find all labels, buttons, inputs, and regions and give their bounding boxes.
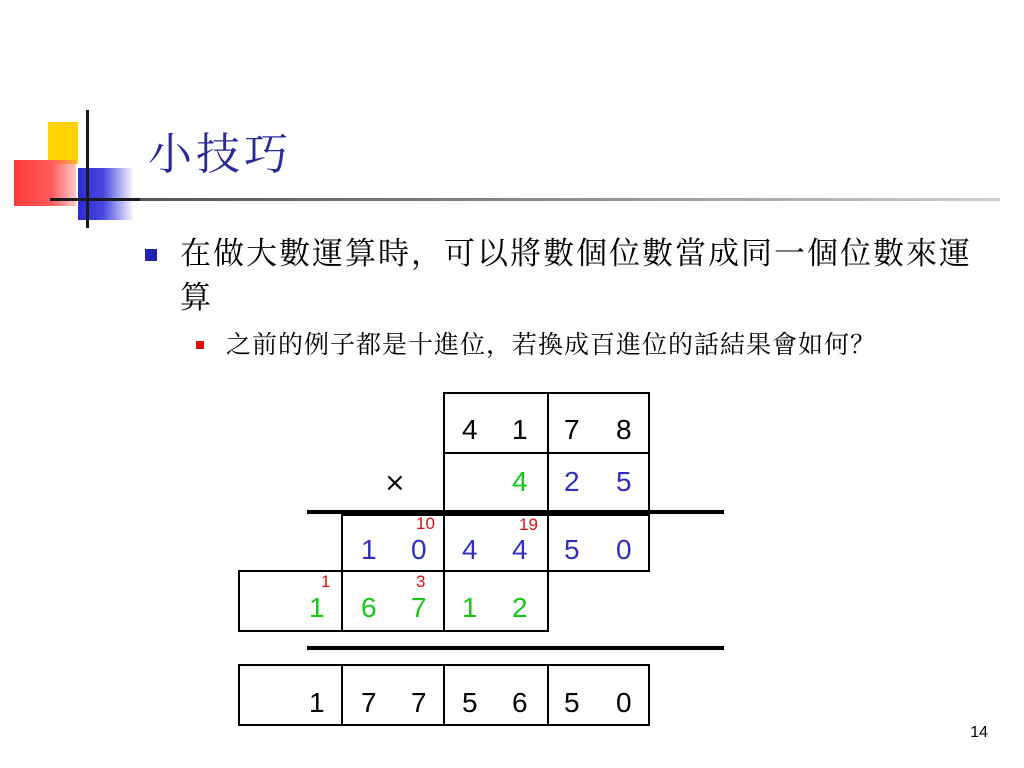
cell-partial1-c [547,514,650,572]
digit: 1 [512,414,528,445]
digit: 1 [309,687,325,718]
logo-horizontal-line [50,198,145,201]
page-number: 14 [970,724,988,741]
logo-vertical-line [86,110,89,228]
digit: 1 [361,534,377,565]
bullet-marker-level-1 [145,249,157,261]
digit: 1 [309,592,325,623]
bullet-text-level-1: 在做大數運算時，可以將數個位數當成同一個位數來運算 [180,236,972,316]
times-sign: × [384,468,406,498]
title-underline [140,198,1000,201]
sum-rule-2 [307,646,724,650]
carry-label: 1 [321,572,331,591]
digit: 5 [564,687,580,718]
cell-result-c [443,664,549,726]
bullet-marker-level-2 [196,341,204,349]
digit: 5 [564,534,580,565]
digit: 7 [411,592,427,623]
digit: 0 [616,534,632,565]
bullet-text-level-2: 之前的例子都是十進位，若換成百進位的話結果會如何？ [226,330,877,359]
cell-result-b [341,664,445,726]
digit: 1 [462,592,478,623]
cell-result-d [547,664,650,726]
digit: 7 [564,414,580,445]
carry-label: 10 [416,514,435,533]
digit: 6 [512,687,528,718]
carry-label: 3 [416,572,426,591]
digit: 5 [616,466,632,497]
digit: 4 [512,466,528,497]
digit: 2 [564,466,580,497]
slide-title: 小技巧 [148,129,292,180]
digit: 7 [411,687,427,718]
digit: 6 [361,592,377,623]
digit: 4 [462,414,478,445]
carry-label: 19 [519,515,538,534]
cell-partial2-b [341,570,445,632]
cell-partial2-c [443,570,549,632]
digit: 4 [462,534,478,565]
digit: 7 [361,687,377,718]
digit: 5 [462,687,478,718]
logo-yellow-square [48,122,78,164]
cell-multiplicand-low [547,392,650,454]
cell-multiplier-low [547,452,650,512]
cell-multiplicand-high [443,392,549,454]
cell-multiplier-high [443,452,549,512]
digit: 0 [616,687,632,718]
digit: 8 [616,414,632,445]
digit: 2 [512,592,528,623]
digit: 0 [411,534,427,565]
digit: 4 [512,534,528,565]
cell-result-a [238,664,343,726]
